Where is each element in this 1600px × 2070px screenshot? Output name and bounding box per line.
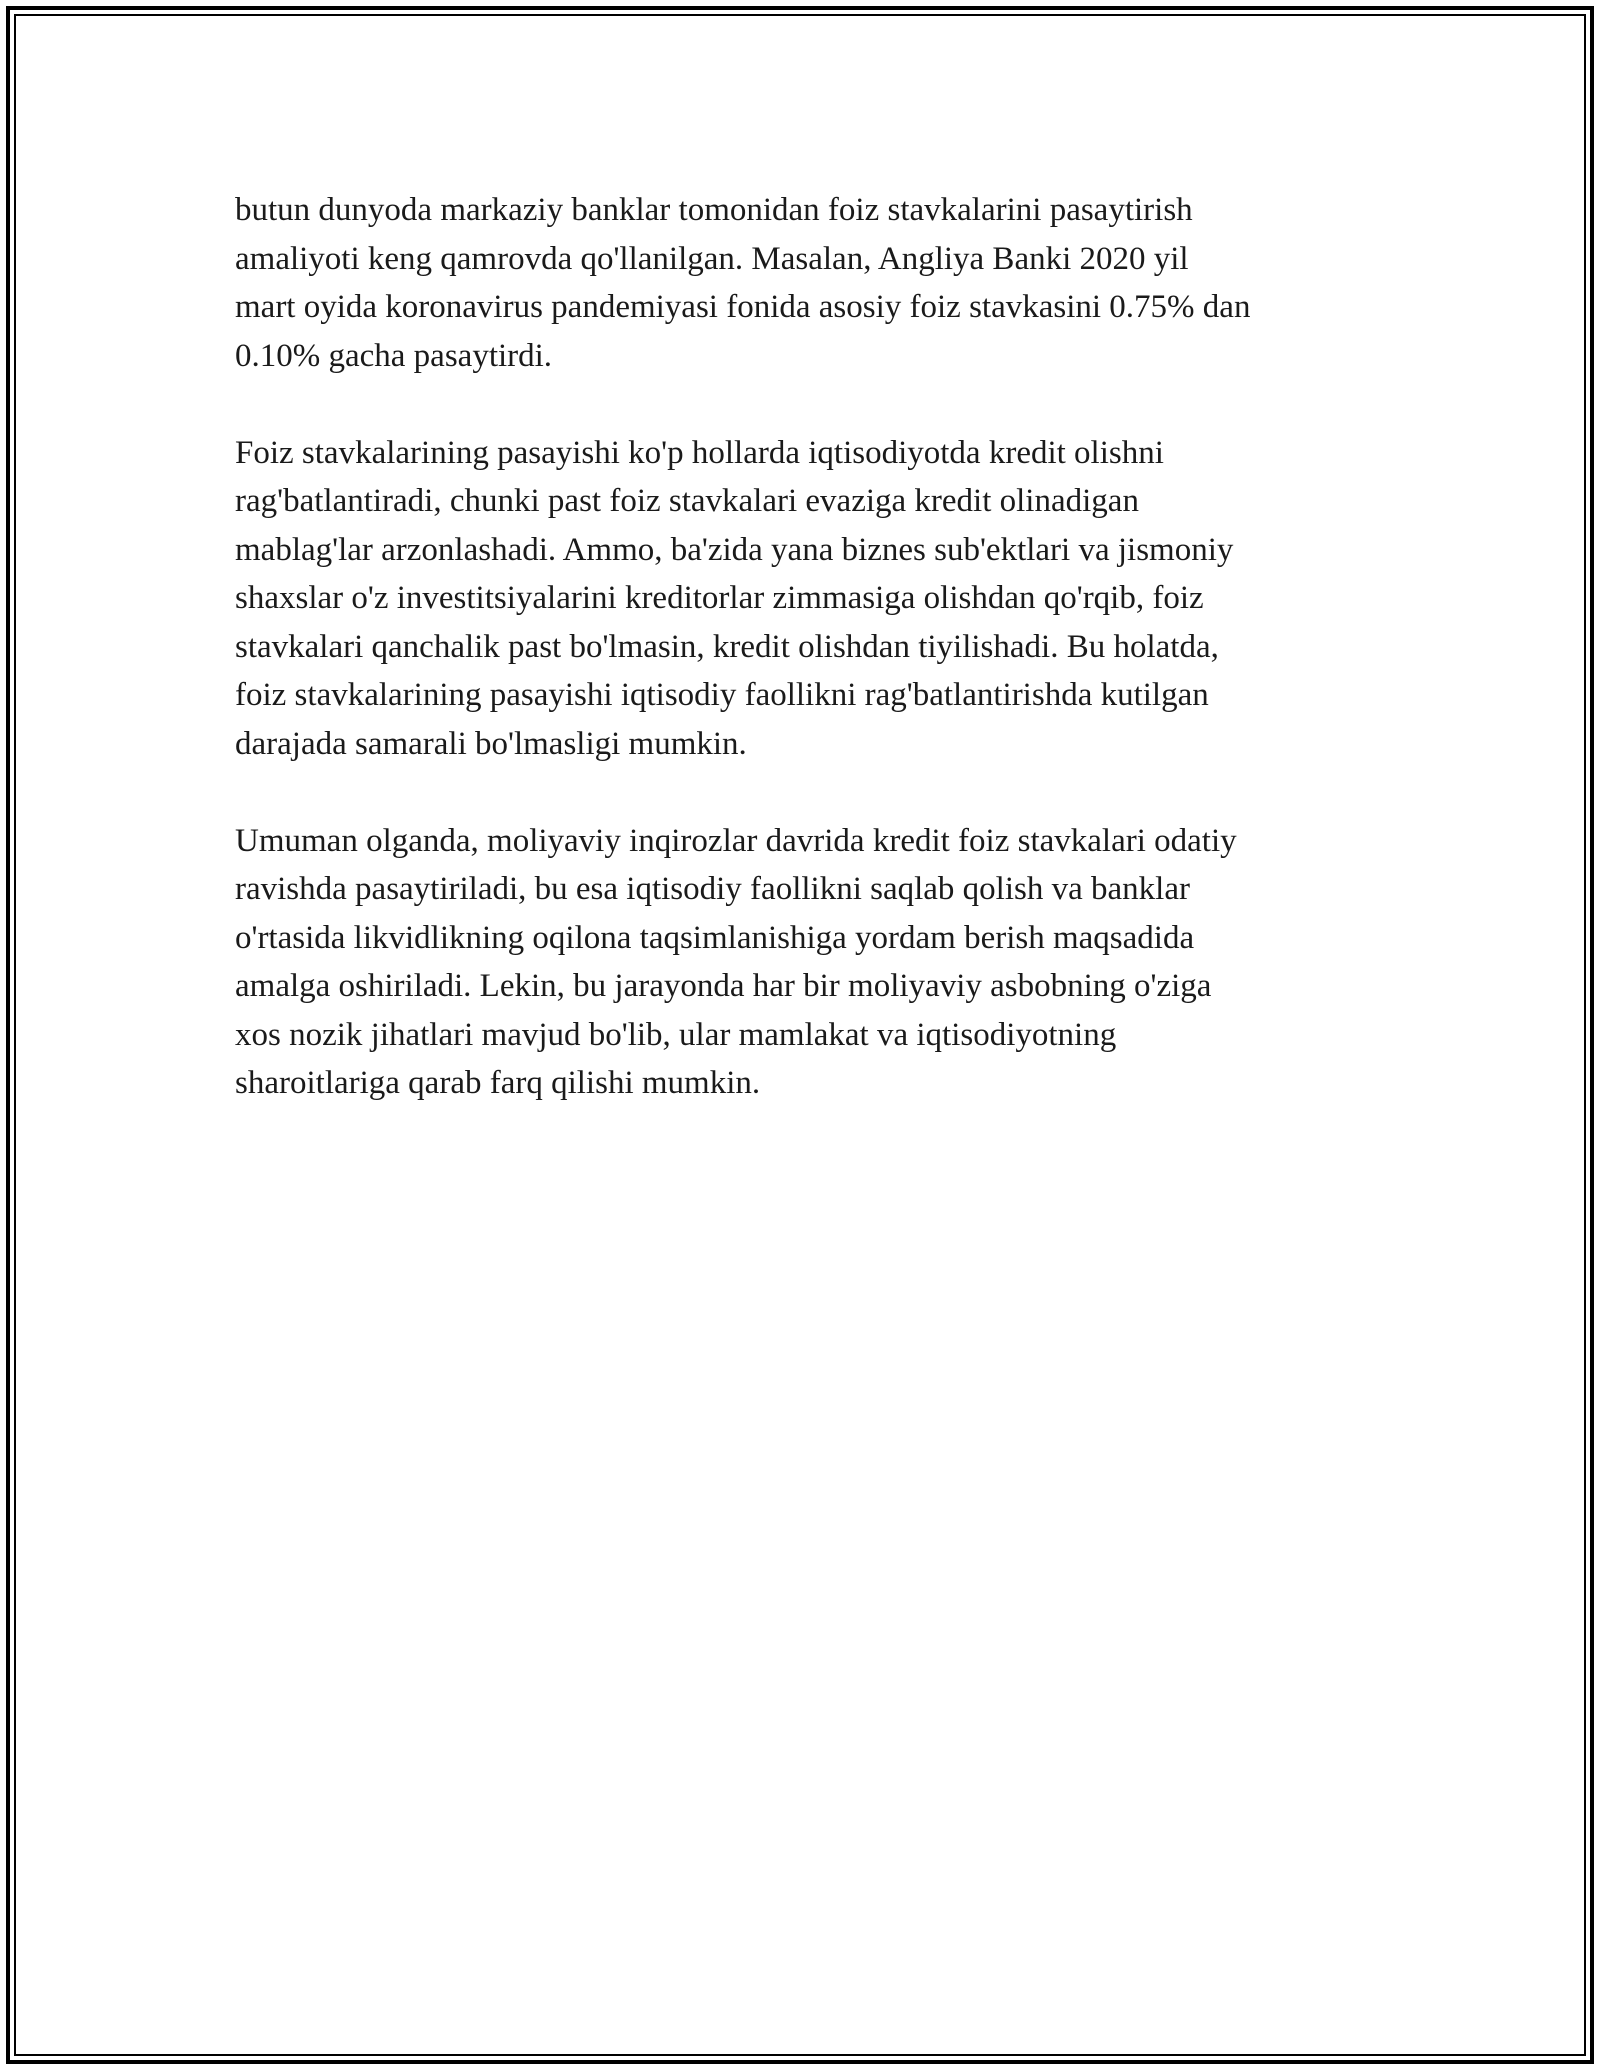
text-line: darajada samarali bo'lmasligi mumkin. — [235, 725, 747, 762]
text-line: amalga oshiriladi. Lekin, bu jarayonda har bir moliyaviy asbobning o'ziga — [235, 968, 1212, 1004]
text-line: ravishda pasaytiriladi, bu esa iqtisodiy faollikni saqlab qolish va banklar — [235, 871, 1190, 907]
paragraph-1 — [235, 186, 1375, 380]
text-line: rag'batlantiradi, chunki past foiz stavkalari evaziga kredit olinadigan — [235, 483, 1139, 519]
text-line: mart oyida koronavirus pandemiyasi fonida asosiy foiz stavkasini 0.75% dan — [235, 289, 1251, 325]
text-line: 0.10% gacha pasaytirdi. — [235, 337, 553, 374]
text-line: stavkalari qanchalik past bo'lmasin, kredit olishdan tiyilishadi. Bu holatda, — [235, 628, 1219, 665]
text-line: sharoitlariga qarab farq qilishi mumkin. — [235, 1065, 761, 1101]
text-line: amaliyoti keng qamrovda qo'llanilgan. Masalan, Angliya Banki 2020 yil — [235, 240, 1189, 277]
paragraph-2 — [235, 429, 1375, 769]
text-line: butun dunyoda markaziy banklar tomonidan foiz stavkalarini pasaytirish — [235, 192, 1193, 228]
document-body — [235, 186, 1375, 1156]
text-line: Umuman olganda, moliyaviy inqirozlar davrida kredit foiz stavkalari odatiy — [235, 822, 1237, 859]
text-line: foiz stavkalarining pasayishi iqtisodiy faollikni rag'batlantirishda kutilgan — [235, 677, 1209, 713]
text-line: shaxslar o'z investitsiyalarini kreditorlar zimmasiga olishdan qo'rqib, foiz — [235, 580, 1204, 616]
text-line: Foiz stavkalarining pasayishi ko'p hollarda iqtisodiyotda kredit olishni — [235, 434, 1164, 471]
text-line: o'rtasida likvidlikning oqilona taqsimlanishiga yordam berish maqsadida — [235, 919, 1195, 956]
paragraph-3 — [235, 817, 1375, 1108]
text-line: mablag'lar arzonlashadi. Ammo, ba'zida yana biznes sub'ektlari va jismoniy — [235, 531, 1234, 568]
text-line: xos nozik jihatlari mavjud bo'lib, ular mamlakat va iqtisodiyotning — [235, 1016, 1117, 1053]
